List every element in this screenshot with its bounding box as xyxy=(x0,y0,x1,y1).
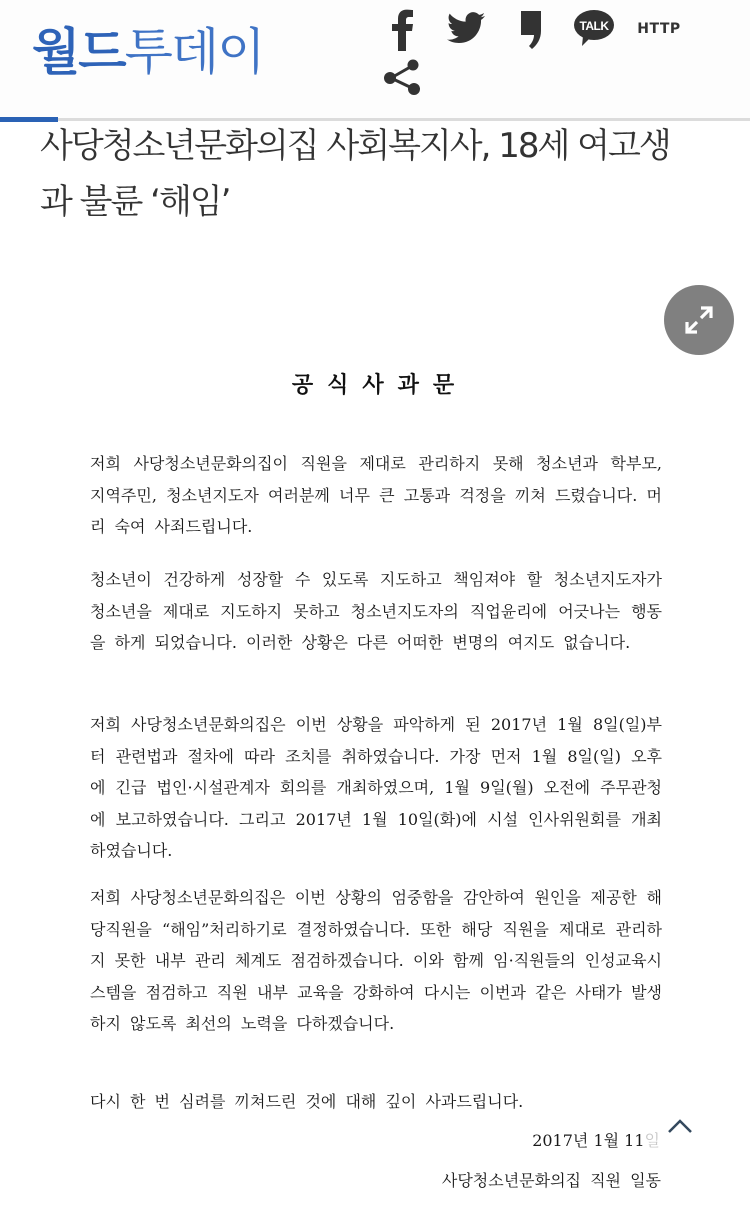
apology-paragraph-4: 저희 사당청소년문화의집은 이번 상황의 엄중함을 감안하여 원인을 제공한 해당직원을 “해임”처리하기로 결정하였습니다. 또한 해당 직원을 제대로 관리하지 못한 내부 관리 체계도 점검하겠습니다. 이와 함께 임·직원들의 인성교육시스템을 점검하고 직원 내부 교육을 강화하여 다시는 이번과 같은 사태가 발생하지 않도록 최선의 노력을 다하겠습니다. xyxy=(90,888,662,1033)
apology-paragraph-5: 다시 한 번 심려를 끼쳐드린 것에 대해 깊이 사과드립니다. xyxy=(90,1092,524,1111)
kakaostory-share-button[interactable] xyxy=(518,8,544,50)
image-expand-button[interactable] xyxy=(664,285,734,355)
svg-text:TALK: TALK xyxy=(579,19,609,33)
chevron-up-icon xyxy=(666,1116,694,1136)
url-copy-button[interactable] xyxy=(636,20,682,38)
kakaotalk-icon xyxy=(573,8,615,48)
article-headline: 사당청소년문화의집 사회복지사, 18세 여고생과 불륜 ‘해임’ xyxy=(40,126,670,222)
twitter-share-button[interactable] xyxy=(446,10,486,46)
facebook-icon xyxy=(392,7,414,51)
share-icon xyxy=(382,58,422,98)
apology-paragraph-1: 저희 사당청소년문화의집이 직원을 제대로 관리하지 못해 청소년과 학부모, 지역주민, 청소년지도자 여러분께 너무 큰 고통과 걱정을 끼쳐 드렸습니다. 머리 숙여 사죄드립니다. xyxy=(90,454,662,536)
apology-paragraph-3: 저희 사당청소년문화의집은 이번 상황을 파악하게 된 2017년 1월 8일(일)부터 관련법과 절차에 따라 조치를 취하였습니다. 가장 먼저 1월 8일(일) 오후에 긴급 법인·시설관계자 회의를 개최하였으며, 1월 9일(월) 오전에 주무관청에 보고하였습니다. 그리고 2017년 1월 10일(화)에 시설 인사위원회를 개최하였습니다. xyxy=(90,715,662,860)
facebook-share-button[interactable] xyxy=(388,6,418,52)
twitter-icon xyxy=(447,12,485,44)
logo-bold-text: 월드 xyxy=(32,23,125,81)
logo-light-text: 투데이 xyxy=(124,23,264,81)
site-header xyxy=(0,0,750,118)
apology-date xyxy=(420,1128,660,1151)
date-main: 2017년 1월 11 xyxy=(532,1131,645,1150)
scroll-to-top-button[interactable] xyxy=(666,1116,694,1136)
kakaostory-icon xyxy=(519,9,543,49)
date-faded: 일 xyxy=(644,1131,660,1150)
expand-icon xyxy=(681,302,717,338)
apology-signer: 사당청소년문화의집 직원 일동 xyxy=(441,1171,661,1190)
apology-paragraph-2: 청소년이 건강하게 성장할 수 있도록 지도하고 책임져야 할 청소년지도자가 청소년을 제대로 지도하지 못하고 청소년지도자의 직업윤리에 어긋나는 행동을 하게 되었습니다. 이러한 상황은 다른 어떠한 변명의 여지도 없습니다. xyxy=(90,570,662,652)
share-button[interactable] xyxy=(382,58,422,98)
http-label: HTTP xyxy=(637,21,681,37)
site-logo[interactable] xyxy=(32,22,264,82)
apology-title: 공식사과문 xyxy=(291,373,469,398)
kakaotalk-share-button[interactable] xyxy=(573,8,615,48)
